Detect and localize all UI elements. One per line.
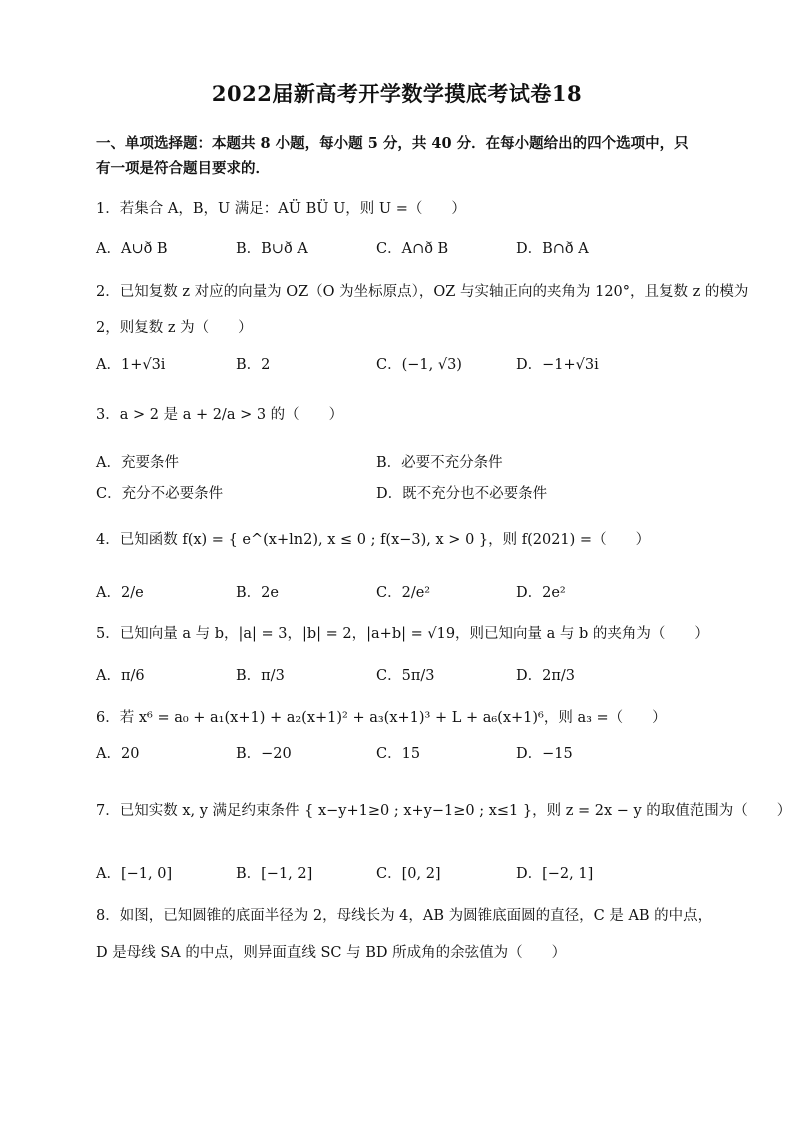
question-5-number: 5．: [96, 626, 120, 642]
question-4: [96, 528, 650, 549]
question-3-number: 3．: [96, 407, 120, 423]
q4-option-d: D．2e²: [516, 585, 566, 601]
q1-option-c: C．A∩ð B: [376, 241, 449, 257]
question-5: [96, 622, 709, 643]
q6-option-c: C．15: [376, 746, 421, 762]
question-1-number: 1．: [96, 201, 120, 217]
q6-option-d: D．−15: [516, 746, 573, 762]
question-8-number: 8．: [96, 908, 120, 924]
question-8-line1: [96, 904, 712, 925]
question-2-stem-1: 已知复数 z 对应的向量为 OZ（O 为坐标原点），OZ 与实轴正向的夹角为 120°，且复数 z 的模为: [119, 284, 749, 300]
q3-option-d: D．既不充分也不必要条件: [376, 486, 548, 502]
question-7: [96, 799, 791, 820]
q5-option-d: D．2π/3: [516, 668, 575, 684]
q5-option-b: B．π/3: [236, 668, 285, 684]
q1-option-a: A．A∪ð B: [96, 241, 168, 257]
question-3-stem: a > 2 是 a + 2/a > 3 的（ ）: [119, 407, 344, 423]
question-5-stem: 已知向量 a 与 b，|a| = 3，|b| = 2，|a+b| = √19，则已知向量 a 与 b 的夹角为（ ）: [119, 626, 709, 642]
q7-option-a: A．[−1, 0]: [96, 866, 173, 882]
question-7-stem: 已知实数 x, y 满足约束条件 { x−y+1≥0 ; x+y−1≥0 ; x≤1 }，则 z = 2x − y 的取值范围为（ ）: [119, 803, 792, 819]
q3-option-c: C．充分不必要条件: [96, 486, 224, 502]
q4-option-b: B．2e: [236, 585, 279, 601]
q4-option-a: A．2/e: [96, 585, 144, 601]
question-7-number: 7．: [96, 803, 120, 819]
q5-option-c: C．5π/3: [376, 668, 435, 684]
question-6: [96, 706, 667, 727]
section-heading: 一、单项选择题：本题共 8 小题，每小题 5 分，共 40 分．在每小题给出的四个选项中，只有一项是符合题目要求的．: [96, 135, 689, 177]
question-2-line2: 2，则复数 z 为（ ）: [96, 320, 253, 336]
question-2-number: 2．: [96, 284, 120, 300]
q3-option-b: B．必要不充分条件: [376, 455, 503, 471]
page-title: 2022届新高考开学数学摸底考试卷18: [211, 81, 583, 106]
q1-option-b: B．B∪ð A: [236, 241, 308, 257]
q3-option-a: A．充要条件: [96, 455, 179, 471]
question-6-stem: 若 x⁶ = a₀ + a₁(x+1) + a₂(x+1)² + a₃(x+1)³ + L + a₆(x+1)⁶，则 a₃ =（ ）: [119, 710, 667, 726]
q4-option-c: C．2/e²: [376, 585, 431, 601]
q2-option-b: B．2: [236, 357, 271, 373]
q2-option-a: A．1+√3i: [96, 357, 166, 373]
q7-option-b: B．[−1, 2]: [236, 866, 313, 882]
question-1: [96, 197, 466, 218]
q7-option-d: D．[−2, 1]: [516, 866, 594, 882]
question-1-stem: 若集合 A，B，U 满足：AÜ BÜ U，则 U =（ ）: [119, 201, 466, 217]
question-6-number: 6．: [96, 710, 120, 726]
question-3: [96, 403, 343, 424]
question-4-stem: 已知函数 f(x) = { e^(x+ln2), x ≤ 0 ; f(x−3), x > 0 }，则 f(2021) =（ ）: [119, 532, 651, 548]
q6-option-a: A．20: [96, 746, 140, 762]
question-8-line2: D 是母线 SA 的中点，则异面直线 SC 与 BD 所成角的余弦值为（ ）: [96, 945, 567, 961]
q6-option-b: B．−20: [236, 746, 292, 762]
q5-option-a: A．π/6: [96, 668, 145, 684]
q2-option-c: C．(−1, √3): [376, 357, 462, 373]
question-4-number: 4．: [96, 532, 120, 548]
question-2-line1: [96, 280, 748, 301]
question-8-stem-1: 如图，已知圆锥的底面半径为 2，母线长为 4，AB 为圆锥底面圆的直径，C 是 AB 的中点，: [119, 908, 713, 924]
q1-option-d: D．B∩ð A: [516, 241, 589, 257]
q7-option-c: C．[0, 2]: [376, 866, 441, 882]
q2-option-d: D．−1+√3i: [516, 357, 599, 373]
